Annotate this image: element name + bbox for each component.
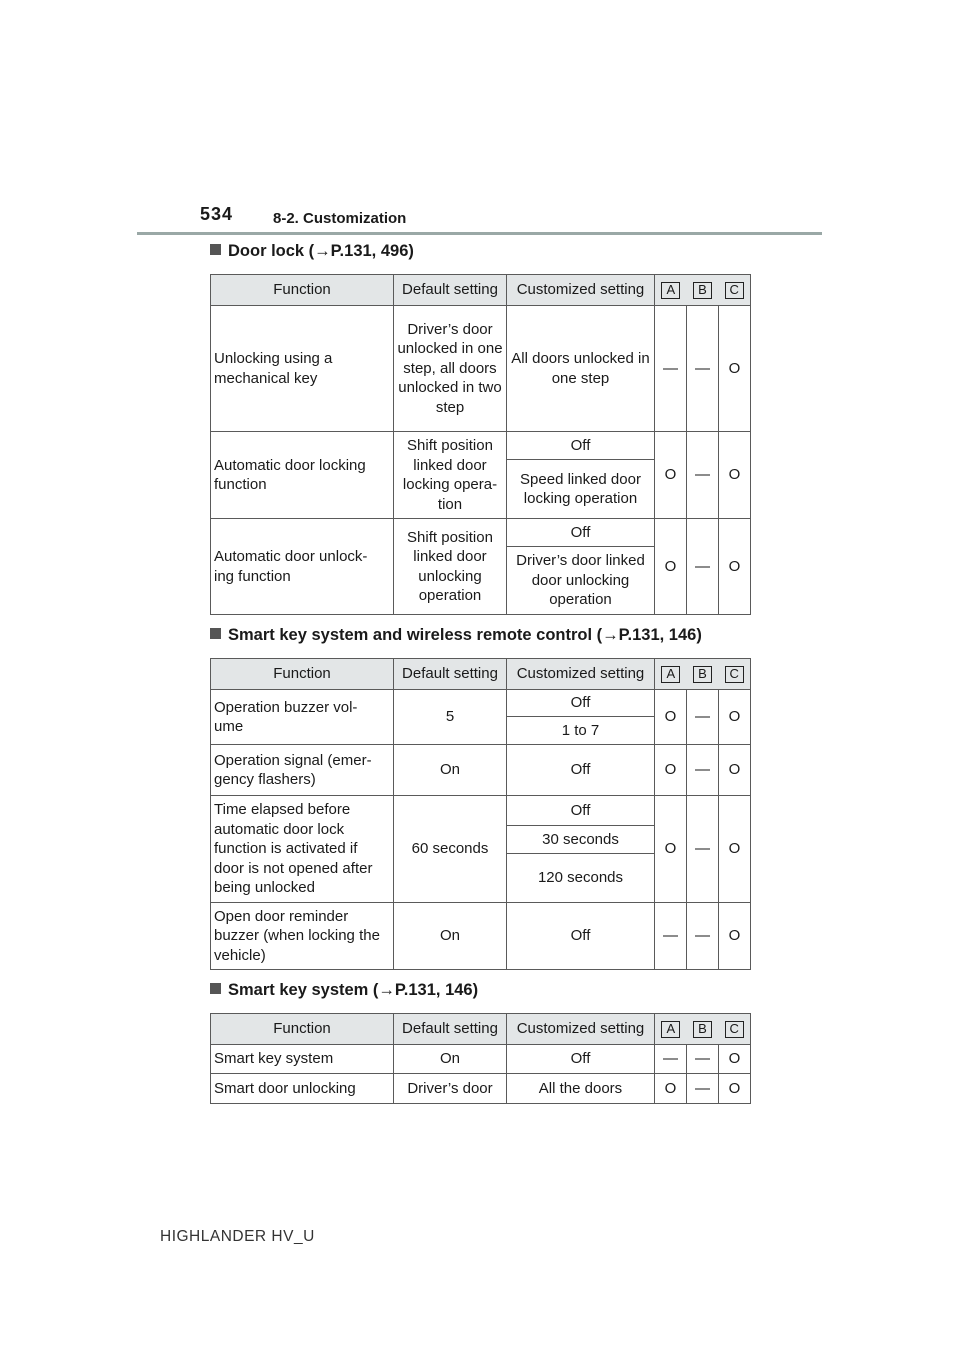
col-custom: Customized setting	[507, 1014, 655, 1045]
box-c: C	[725, 282, 744, 299]
default-cell: Driver’s door	[394, 1074, 507, 1104]
b-cell: —	[687, 745, 719, 796]
col-abc	[655, 275, 751, 306]
c-cell: O	[719, 1045, 751, 1074]
col-default: Default setting	[394, 659, 507, 690]
footer-model-name: HIGHLANDER HV_U	[160, 1228, 315, 1245]
box-a: A	[661, 282, 680, 299]
default-cell: On	[394, 1045, 507, 1074]
b-cell: —	[687, 1045, 719, 1074]
function-cell: Automatic door locking function	[211, 432, 394, 519]
c-cell: O	[719, 306, 751, 432]
function-cell: Smart door unlocking	[211, 1074, 394, 1104]
a-cell: —	[655, 903, 687, 970]
col-abc	[655, 659, 751, 690]
custom-cell: Off	[507, 903, 655, 970]
function-cell: Automatic door unlock- ing function	[211, 519, 394, 615]
box-b: B	[693, 282, 712, 299]
default-cell: 60 seconds	[394, 796, 507, 903]
b-cell: —	[687, 903, 719, 970]
custom-cell: Speed linked door locking operation	[507, 460, 655, 519]
table-header-row	[211, 1014, 751, 1045]
col-function: Function	[211, 1014, 394, 1045]
c-cell: O	[719, 432, 751, 519]
box-a: A	[661, 1021, 680, 1038]
a-cell: O	[655, 796, 687, 903]
a-cell: O	[655, 690, 687, 745]
smart-key-remote-table	[210, 658, 751, 970]
custom-cell: Off	[507, 690, 655, 717]
default-cell: On	[394, 745, 507, 796]
custom-cell: All doors unlocked in one step	[507, 306, 655, 432]
default-cell: On	[394, 903, 507, 970]
default-cell: Driver’s door unlocked in one step, all doors unlocked in two step	[394, 306, 507, 432]
c-cell: O	[719, 519, 751, 615]
box-b: B	[693, 666, 712, 683]
c-cell: O	[719, 1074, 751, 1104]
table-row	[211, 1045, 751, 1074]
box-c: C	[725, 1021, 744, 1038]
custom-cell: Off	[507, 432, 655, 460]
function-cell: Time elapsed before automatic door lock function is activated if door is not opened after being unlocked	[211, 796, 394, 903]
custom-cell: Off	[507, 745, 655, 796]
table-row	[211, 306, 751, 432]
a-cell: O	[655, 432, 687, 519]
default-cell: Shift position linked door locking opera- tion	[394, 432, 507, 519]
table-row	[211, 432, 751, 460]
b-cell: —	[687, 690, 719, 745]
custom-cell: Off	[507, 519, 655, 547]
table-row	[211, 1074, 751, 1104]
smart-key-heading: Smart key system (→P.131, 146)	[210, 981, 478, 1000]
box-b: B	[693, 1021, 712, 1038]
header-rule	[137, 232, 822, 235]
col-default: Default setting	[394, 1014, 507, 1045]
b-cell: —	[687, 519, 719, 615]
a-cell: O	[655, 1074, 687, 1104]
section-title: 8-2. Customization	[273, 210, 407, 227]
custom-cell: 120 seconds	[507, 854, 655, 903]
table-row	[211, 796, 751, 826]
table-row	[211, 745, 751, 796]
square-bullet-icon	[210, 983, 221, 994]
a-cell: —	[655, 1045, 687, 1074]
a-cell: —	[655, 306, 687, 432]
b-cell: —	[687, 1074, 719, 1104]
box-a: A	[661, 666, 680, 683]
c-cell: O	[719, 903, 751, 970]
door-lock-table	[210, 274, 751, 615]
default-cell: Shift position linked door unlocking operation	[394, 519, 507, 615]
a-cell: O	[655, 745, 687, 796]
col-function: Function	[211, 275, 394, 306]
door-lock-heading: Door lock (→P.131, 496)	[210, 242, 414, 261]
col-custom: Customized setting	[507, 659, 655, 690]
b-cell: —	[687, 796, 719, 903]
square-bullet-icon	[210, 628, 221, 639]
function-cell: Unlocking using a mechanical key	[211, 306, 394, 432]
col-abc	[655, 1014, 751, 1045]
table-row	[211, 690, 751, 717]
function-cell: Open door reminder buzzer (when locking the vehicle)	[211, 903, 394, 970]
col-custom: Customized setting	[507, 275, 655, 306]
c-cell: O	[719, 690, 751, 745]
a-cell: O	[655, 519, 687, 615]
custom-cell: All the doors	[507, 1074, 655, 1104]
table-row	[211, 903, 751, 970]
b-cell: —	[687, 432, 719, 519]
col-function: Function	[211, 659, 394, 690]
custom-cell: Off	[507, 796, 655, 826]
custom-cell: 1 to 7	[507, 717, 655, 745]
function-cell: Operation buzzer vol- ume	[211, 690, 394, 745]
smart-key-remote-heading: Smart key system and wireless remote control (→P.131, 146)	[210, 626, 702, 645]
page-header	[200, 204, 822, 234]
box-c: C	[725, 666, 744, 683]
b-cell: —	[687, 306, 719, 432]
col-default: Default setting	[394, 275, 507, 306]
table-header-row	[211, 659, 751, 690]
custom-cell: Driver’s door linked door unlocking operation	[507, 547, 655, 615]
c-cell: O	[719, 796, 751, 903]
table-row	[211, 519, 751, 547]
custom-cell: Off	[507, 1045, 655, 1074]
table-header-row	[211, 275, 751, 306]
smart-key-table	[210, 1013, 751, 1104]
custom-cell: 30 seconds	[507, 826, 655, 854]
square-bullet-icon	[210, 244, 221, 255]
function-cell: Smart key system	[211, 1045, 394, 1074]
default-cell: 5	[394, 690, 507, 745]
function-cell: Operation signal (emer- gency flashers)	[211, 745, 394, 796]
c-cell: O	[719, 745, 751, 796]
page-number: 534	[200, 204, 234, 224]
